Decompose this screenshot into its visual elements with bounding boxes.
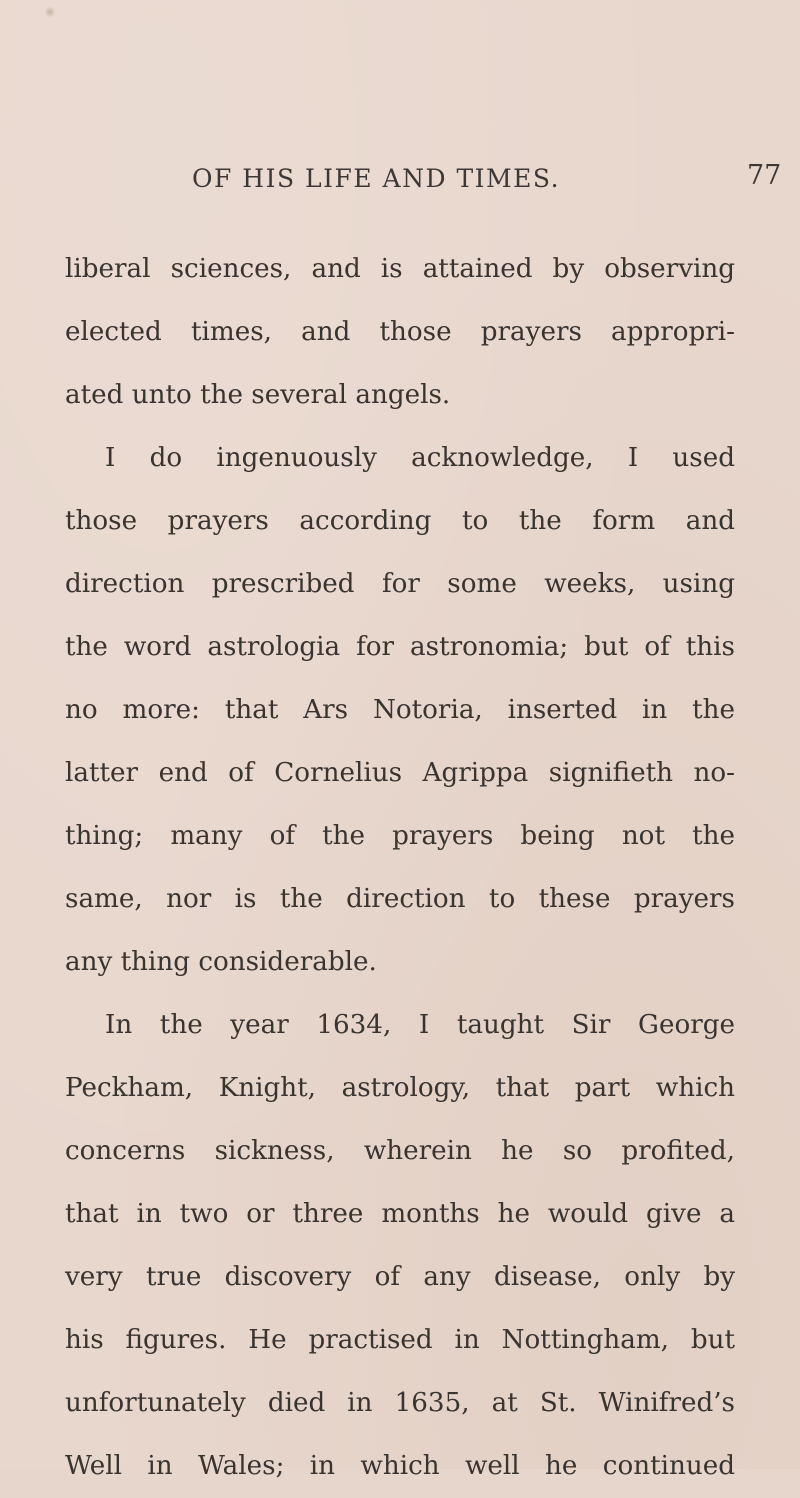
text-line: the word astrologia for astronomia; but of this	[65, 632, 735, 662]
text-line: very true discovery of any disease, only by	[65, 1262, 735, 1292]
page-header	[192, 160, 782, 204]
text-line: thing; many of the prayers being not the	[65, 821, 735, 851]
text-line: no more: that Ars Notoria, inserted in the	[65, 695, 735, 725]
text-line: same, nor is the direction to these prayers	[65, 884, 735, 914]
running-head: OF HIS LIFE AND TIMES.	[192, 164, 561, 193]
text-line: ated unto the several angels.	[65, 380, 451, 410]
body-text	[65, 238, 735, 1498]
paper-stain	[45, 6, 55, 18]
text-line: I do ingenuously acknowledge, I used	[105, 443, 735, 473]
text-line: In the year 1634, I taught Sir George	[105, 1010, 735, 1040]
text-line: liberal sciences, and is attained by observing	[65, 254, 735, 284]
text-line: latter end of Cornelius Agrippa signifieth no-	[65, 758, 735, 788]
text-line: those prayers according to the form and	[65, 506, 735, 536]
page-number: 77	[747, 160, 782, 191]
text-line: concerns sickness, wherein he so profited,	[65, 1136, 735, 1166]
text-line: unfortunately died in 1635, at St. Winifred’s	[65, 1388, 735, 1418]
text-line: direction prescribed for some weeks, using	[65, 569, 735, 599]
text-line: his figures. He practised in Nottingham, but	[65, 1325, 735, 1355]
text-line: any thing considerable.	[65, 947, 377, 977]
text-line: elected times, and those prayers appropri-	[65, 317, 735, 347]
text-line: Peckham, Knight, astrology, that part which	[65, 1073, 735, 1103]
text-line: Well in Wales; in which well he continued	[65, 1451, 735, 1481]
text-line: that in two or three months he would give a	[65, 1199, 735, 1229]
